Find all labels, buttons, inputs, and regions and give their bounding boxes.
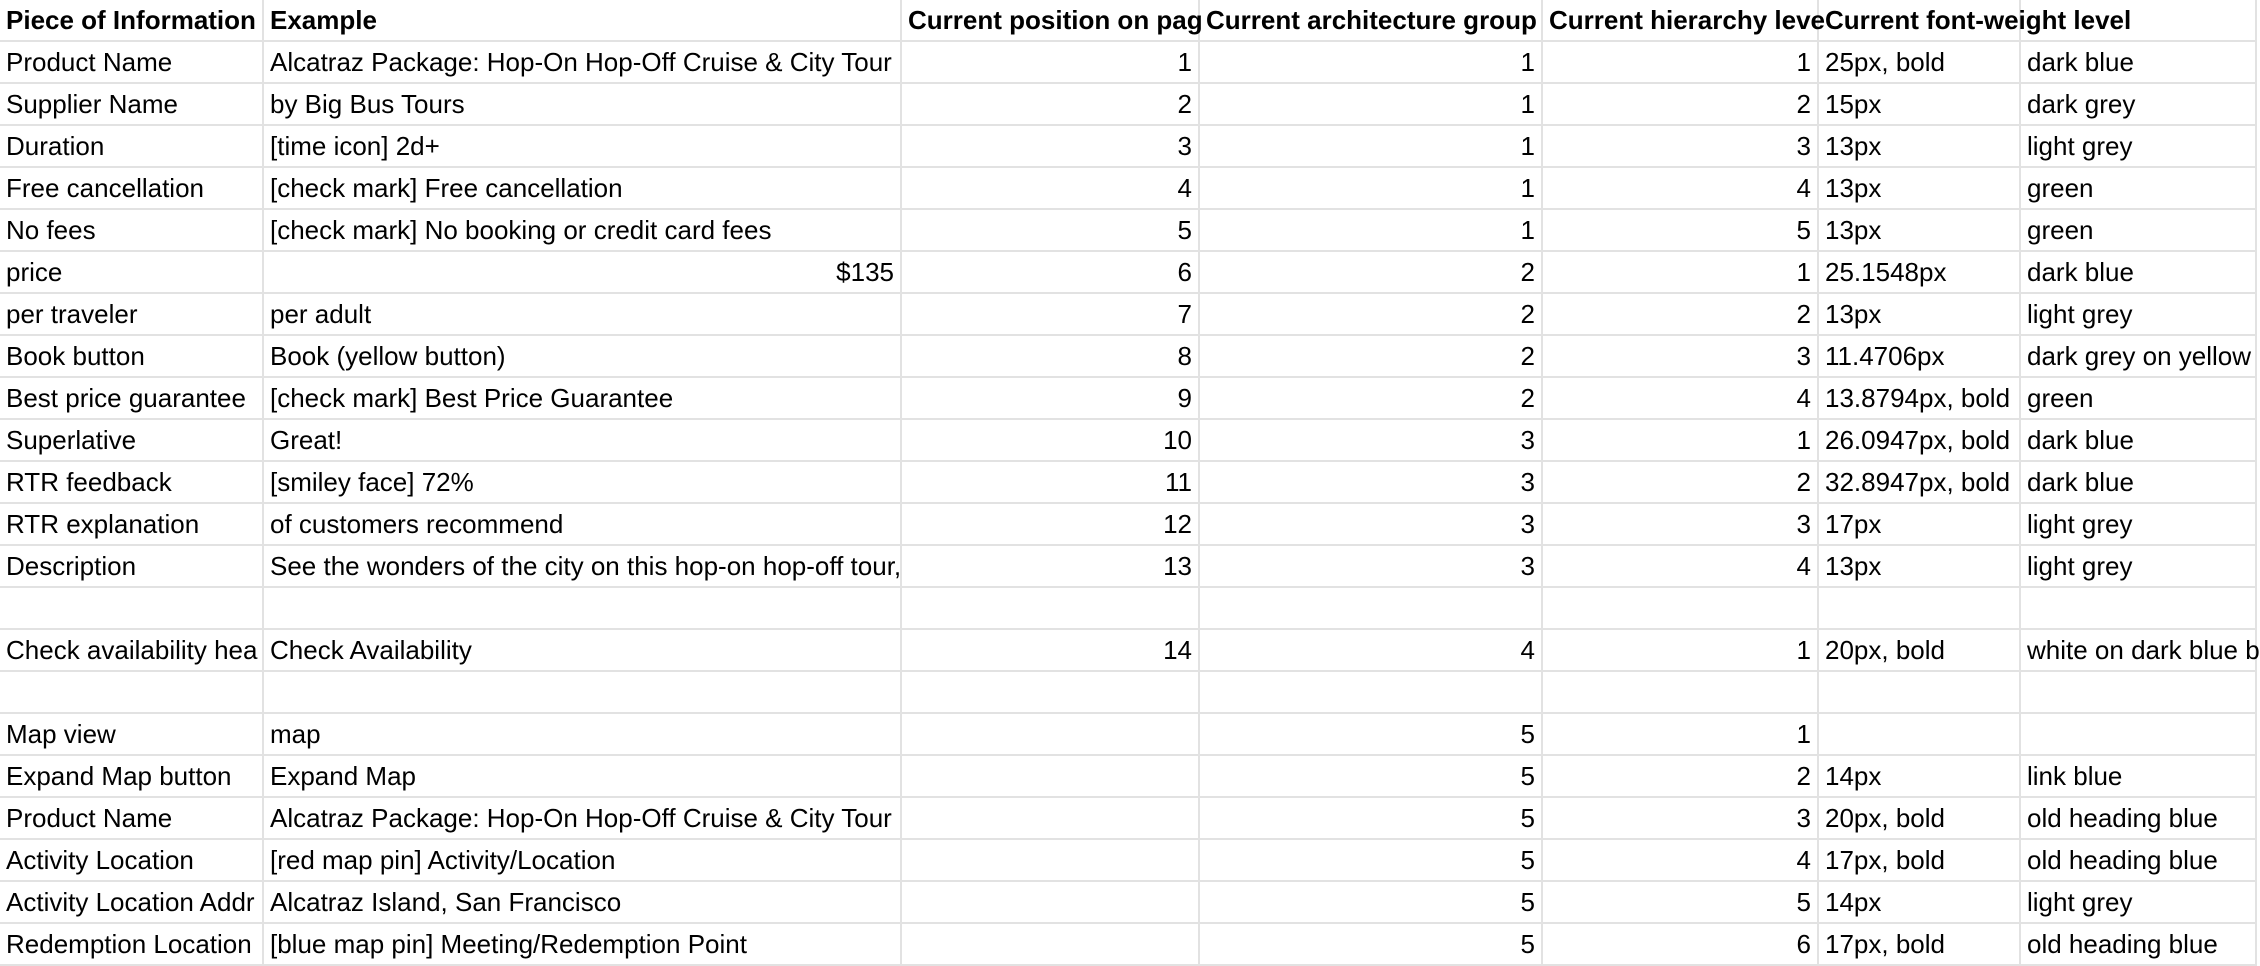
table-cell[interactable]: Best price guarantee: [0, 377, 263, 419]
table-cell[interactable]: See the wonders of the city on this hop-on hop-off tour,: [263, 545, 901, 587]
table-cell[interactable]: [1542, 587, 1818, 629]
table-cell[interactable]: link blue: [2020, 755, 2256, 797]
table-cell[interactable]: [1818, 713, 2020, 755]
table-cell[interactable]: 4: [901, 167, 1199, 209]
column-header[interactable]: Current architecture group: [1199, 0, 1542, 41]
table-cell[interactable]: Alcatraz Package: Hop-On Hop-Off Cruise & City Tour: [263, 41, 901, 83]
table-cell[interactable]: 20px, bold: [1818, 629, 2020, 671]
table-cell[interactable]: [901, 755, 1199, 797]
table-cell[interactable]: 3: [1542, 125, 1818, 167]
table-row: [0, 797, 2256, 839]
table-cell[interactable]: Free cancellation: [0, 167, 263, 209]
table-cell[interactable]: 5: [1199, 713, 1542, 755]
table-cell[interactable]: 2: [1199, 251, 1542, 293]
table-cell[interactable]: 2: [1542, 293, 1818, 335]
table-cell[interactable]: dark blue: [2020, 251, 2256, 293]
table-row: [0, 881, 2256, 923]
table-cell[interactable]: [1542, 671, 1818, 713]
table-row: [0, 125, 2256, 167]
table-cell[interactable]: 5: [1199, 839, 1542, 881]
table-row: [0, 293, 2256, 335]
table-cell[interactable]: Duration: [0, 125, 263, 167]
table-cell[interactable]: Activity Location Addr: [0, 881, 263, 923]
table-cell[interactable]: 1: [1199, 167, 1542, 209]
table-cell[interactable]: 13px: [1818, 293, 2020, 335]
table-cell[interactable]: Superlative: [0, 419, 263, 461]
table-cell[interactable]: light grey: [2020, 503, 2256, 545]
table-cell[interactable]: Activity Location: [0, 839, 263, 881]
table-cell[interactable]: 5: [1199, 881, 1542, 923]
table-cell[interactable]: 17px: [1818, 503, 2020, 545]
table-cell[interactable]: 20px, bold: [1818, 797, 2020, 839]
table-cell[interactable]: dark blue: [2020, 461, 2256, 503]
table-cell[interactable]: old heading blue: [2020, 839, 2256, 881]
table-cell[interactable]: 13: [901, 545, 1199, 587]
table-cell[interactable]: 14: [901, 629, 1199, 671]
table-cell[interactable]: Product Name: [0, 41, 263, 83]
table-cell[interactable]: 13px: [1818, 209, 2020, 251]
table-row: [0, 41, 2256, 83]
table-cell[interactable]: [check mark] Free cancellation: [263, 167, 901, 209]
table-cell[interactable]: light grey: [2020, 545, 2256, 587]
table-cell[interactable]: old heading blue: [2020, 797, 2256, 839]
table-cell[interactable]: 1: [1542, 41, 1818, 83]
table-cell[interactable]: Expand Map: [263, 755, 901, 797]
table-cell[interactable]: 4: [1199, 629, 1542, 671]
table-cell[interactable]: 5: [1199, 755, 1542, 797]
column-header[interactable]: Current font-weight level: [1818, 0, 2020, 41]
table-row: [0, 167, 2256, 209]
table-cell[interactable]: green: [2020, 167, 2256, 209]
table-cell[interactable]: 1: [1199, 41, 1542, 83]
table-cell[interactable]: 12: [901, 503, 1199, 545]
table-cell[interactable]: 5: [1199, 923, 1542, 965]
table-row: [0, 251, 2256, 293]
table-cell[interactable]: Book button: [0, 335, 263, 377]
table-cell[interactable]: 2: [901, 83, 1199, 125]
table-cell[interactable]: [901, 713, 1199, 755]
header-row: [0, 0, 2256, 41]
table-cell[interactable]: old heading blue: [2020, 923, 2256, 965]
table-row: [0, 671, 2256, 713]
table-cell[interactable]: No fees: [0, 209, 263, 251]
table-cell[interactable]: 5: [1542, 881, 1818, 923]
table-cell[interactable]: 4: [1542, 377, 1818, 419]
table-cell[interactable]: 4: [1542, 545, 1818, 587]
table-cell[interactable]: 1: [1542, 251, 1818, 293]
table-cell[interactable]: 9: [901, 377, 1199, 419]
table-cell[interactable]: 13px: [1818, 545, 2020, 587]
table-row: [0, 419, 2256, 461]
column-header[interactable]: Example: [263, 0, 901, 41]
table-cell[interactable]: 8: [901, 335, 1199, 377]
table-cell[interactable]: [red map pin] Activity/Location: [263, 839, 901, 881]
table-cell[interactable]: Great!: [263, 419, 901, 461]
table-row: [0, 461, 2256, 503]
table-cell[interactable]: 5: [1542, 209, 1818, 251]
table-cell[interactable]: [time icon] 2d+: [263, 125, 901, 167]
table-cell[interactable]: 7: [901, 293, 1199, 335]
table-cell[interactable]: green: [2020, 209, 2256, 251]
table-cell[interactable]: Map view: [0, 713, 263, 755]
table-cell[interactable]: 32.8947px, bold: [1818, 461, 2020, 503]
table-row: [0, 335, 2256, 377]
table-cell[interactable]: RTR feedback: [0, 461, 263, 503]
table-cell[interactable]: 3: [1199, 419, 1542, 461]
table-cell[interactable]: Book (yellow button): [263, 335, 901, 377]
table-cell[interactable]: 17px, bold: [1818, 839, 2020, 881]
table-cell[interactable]: 17px, bold: [1818, 923, 2020, 965]
table-cell[interactable]: [901, 587, 1199, 629]
table-cell[interactable]: [1199, 587, 1542, 629]
table-row: [0, 377, 2256, 419]
table-cell[interactable]: 1: [1542, 419, 1818, 461]
table-cell[interactable]: 25px, bold: [1818, 41, 2020, 83]
table-cell[interactable]: [0, 587, 263, 629]
table-cell[interactable]: 15px: [1818, 83, 2020, 125]
table-cell[interactable]: 2: [1542, 461, 1818, 503]
table-cell[interactable]: 2: [1199, 377, 1542, 419]
table-cell[interactable]: 2: [1542, 755, 1818, 797]
table-cell[interactable]: light grey: [2020, 293, 2256, 335]
table-cell[interactable]: light grey: [2020, 881, 2256, 923]
table-cell[interactable]: 2: [1542, 83, 1818, 125]
table-cell[interactable]: of customers recommend: [263, 503, 901, 545]
table-row: [0, 545, 2256, 587]
table-cell[interactable]: 1: [1542, 713, 1818, 755]
table-cell[interactable]: [263, 671, 901, 713]
table-cell[interactable]: [901, 839, 1199, 881]
table-cell[interactable]: [smiley face] 72%: [263, 461, 901, 503]
table-cell[interactable]: 1: [1199, 209, 1542, 251]
table-cell[interactable]: [263, 587, 901, 629]
table-cell[interactable]: per adult: [263, 293, 901, 335]
table-cell[interactable]: [2020, 713, 2256, 755]
table-cell[interactable]: dark grey: [2020, 83, 2256, 125]
table-cell[interactable]: 14px: [1818, 881, 2020, 923]
table-cell[interactable]: Check availability hea: [0, 629, 263, 671]
table-cell[interactable]: dark blue: [2020, 419, 2256, 461]
table-cell[interactable]: 26.0947px, bold: [1818, 419, 2020, 461]
table-cell[interactable]: light grey: [2020, 125, 2256, 167]
table-cell[interactable]: Redemption Location: [0, 923, 263, 965]
table-cell[interactable]: 6: [1542, 923, 1818, 965]
table-cell[interactable]: Check Availability: [263, 629, 901, 671]
table-cell[interactable]: 3: [1542, 797, 1818, 839]
table-cell[interactable]: 25.1548px: [1818, 251, 2020, 293]
table-cell[interactable]: 14px: [1818, 755, 2020, 797]
table-cell[interactable]: 2: [1199, 335, 1542, 377]
table-cell[interactable]: 6: [901, 251, 1199, 293]
table-cell[interactable]: 3: [901, 125, 1199, 167]
table-row: [0, 923, 2256, 965]
table-cell[interactable]: Description: [0, 545, 263, 587]
table-row: [0, 839, 2256, 881]
table-cell[interactable]: Supplier Name: [0, 83, 263, 125]
column-header[interactable]: Current hierarchy leve: [1542, 0, 1818, 41]
table-cell[interactable]: [0, 671, 263, 713]
table-cell[interactable]: Product Name: [0, 797, 263, 839]
table-cell[interactable]: 13.8794px, bold: [1818, 377, 2020, 419]
table-cell[interactable]: [check mark] No booking or credit card fees: [263, 209, 901, 251]
table-cell[interactable]: white on dark blue b: [2020, 629, 2256, 671]
table-cell[interactable]: 13px: [1818, 125, 2020, 167]
table-row: [0, 587, 2256, 629]
table-row: [0, 503, 2256, 545]
table-cell[interactable]: 1: [1199, 125, 1542, 167]
table-cell[interactable]: 4: [1542, 167, 1818, 209]
table-row: [0, 209, 2256, 251]
table-cell[interactable]: by Big Bus Tours: [263, 83, 901, 125]
table-cell[interactable]: 4: [1542, 839, 1818, 881]
table-row: [0, 83, 2256, 125]
table-cell[interactable]: [901, 797, 1199, 839]
table-cell[interactable]: 3: [1542, 335, 1818, 377]
table-cell[interactable]: [901, 881, 1199, 923]
table-row: [0, 629, 2256, 671]
table-cell[interactable]: 13px: [1818, 167, 2020, 209]
table-row: [0, 755, 2256, 797]
column-header[interactable]: Current position on pag: [901, 0, 1199, 41]
table-cell[interactable]: 1: [1199, 83, 1542, 125]
table-cell[interactable]: 5: [1199, 797, 1542, 839]
table-row: [0, 713, 2256, 755]
table-cell[interactable]: [901, 671, 1199, 713]
table-cell[interactable]: 3: [1199, 503, 1542, 545]
table-cell[interactable]: 1: [901, 41, 1199, 83]
table-cell[interactable]: 11.4706px: [1818, 335, 2020, 377]
table-cell[interactable]: RTR explanation: [0, 503, 263, 545]
table-cell[interactable]: $135: [263, 251, 901, 293]
table-cell[interactable]: [check mark] Best Price Guarantee: [263, 377, 901, 419]
table-cell[interactable]: [2020, 671, 2256, 713]
table-cell[interactable]: 5: [901, 209, 1199, 251]
table-cell[interactable]: Alcatraz Package: Hop-On Hop-Off Cruise & City Tour: [263, 797, 901, 839]
table-cell[interactable]: 11: [901, 461, 1199, 503]
table-cell[interactable]: dark blue: [2020, 41, 2256, 83]
table-cell[interactable]: green: [2020, 377, 2256, 419]
table-cell[interactable]: [blue map pin] Meeting/Redemption Point: [263, 923, 901, 965]
table-cell[interactable]: price: [0, 251, 263, 293]
table-cell[interactable]: [1199, 671, 1542, 713]
table-cell[interactable]: 2: [1199, 293, 1542, 335]
table-cell[interactable]: map: [263, 713, 901, 755]
column-header[interactable]: Piece of Information: [0, 0, 263, 41]
table-cell[interactable]: [1818, 587, 2020, 629]
table-cell[interactable]: 1: [1542, 629, 1818, 671]
table-cell[interactable]: Expand Map button: [0, 755, 263, 797]
table-cell[interactable]: 3: [1542, 503, 1818, 545]
table-cell[interactable]: 3: [1199, 461, 1542, 503]
table-cell[interactable]: per traveler: [0, 293, 263, 335]
table-cell[interactable]: [1818, 671, 2020, 713]
table-cell[interactable]: dark grey on yellow: [2020, 335, 2256, 377]
table-cell[interactable]: 10: [901, 419, 1199, 461]
table-cell[interactable]: [2020, 587, 2256, 629]
table-cell[interactable]: 3: [1199, 545, 1542, 587]
table-cell[interactable]: [901, 923, 1199, 965]
table-cell[interactable]: Alcatraz Island, San Francisco: [263, 881, 901, 923]
